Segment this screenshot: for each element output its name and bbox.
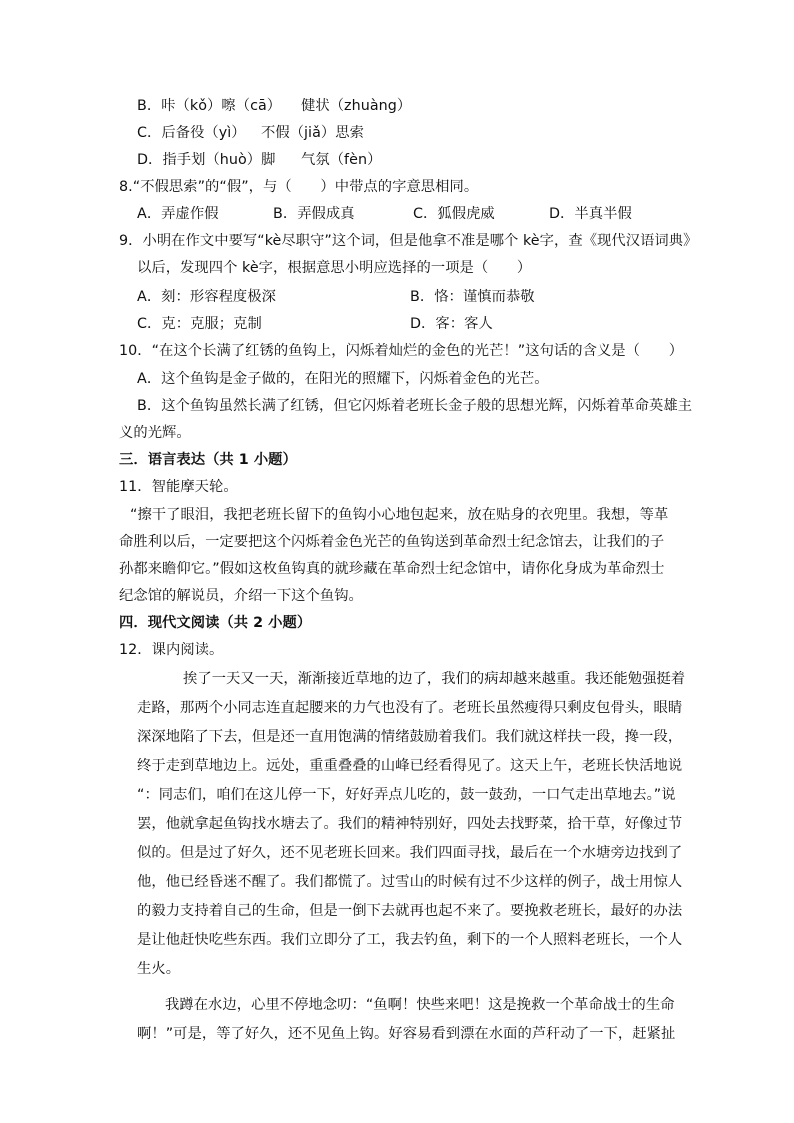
q9-option-c: C．克：克服；克制: [137, 316, 262, 332]
q11-passage-line1: “擦干了眼泪，我把老班长留下的鱼钩小心地包起来，放在贴身的衣兜里。我想，等革: [130, 507, 669, 523]
q8-stem: 8.“不假思索”的“假”，与（ ）中带点的字意思相同。: [119, 179, 479, 195]
q10-option-b-line1: B．这个鱼钩虽然长满了红锈，但它闪烁着老班长金子般的思想光辉，闪烁着革命英雄主: [137, 398, 693, 414]
q9-stem-line2: 以后，发现四个 kè字，根据意思小明应选择的一项是（ ）: [137, 260, 532, 276]
q9-stem-line1: 9．小明在作文中要写“kè尽职守”这个词，但是他拿不准是哪个 kè字，查《现代汉语词典》: [119, 233, 698, 249]
q8-options: [137, 204, 632, 224]
q11-passage-line3: 孙都来瞻仰它。”假如这枚鱼钩真的就珍藏在革命烈士纪念馆中，请你化身成为革命烈士: [119, 561, 665, 577]
q9-option-b: B．恪：谨慎而恭敬: [410, 289, 535, 305]
q11-passage-line2: 命胜利以后，一定要把这个闪烁着金色光芒的鱼钩送到革命烈士纪念馆去，让我们的子: [119, 534, 665, 550]
passage-p2-line2: 啊！”可是，等了好久，还不见鱼上钩。好容易看到漂在水面的芦秆动了一下，赶紧扯: [137, 1026, 676, 1042]
q9-options-row1: [137, 287, 535, 307]
q11-title: 11．智能摩天轮。: [119, 479, 238, 495]
q7-option-d-part1: D．指手划（huò）脚: [137, 152, 276, 168]
section3-heading: 三．语言表达（共 1 小题）: [119, 452, 297, 468]
passage-p1-line6: 罢，他就拿起鱼钩找水塘去了。我们的精神特别好，四处去找野菜，拾干草，好像过节: [137, 816, 683, 832]
passage-p1-line3: 深深地陷了下去，但是还一直用饱满的情绪鼓励着我们。我们就这样扶一段，搀一段，: [137, 729, 683, 745]
q7-option-b: [137, 96, 411, 116]
passage-p1-line9: 的毅力支持着自己的生命，但是一倒下去就再也起不来了。要挽救老班长，最好的办法: [137, 903, 683, 919]
section4-heading: 四．现代文阅读（共 2 小题）: [119, 615, 312, 631]
q10-option-a: A．这个鱼钩是金子做的，在阳光的照耀下，闪烁着金色的光芒。: [137, 371, 549, 387]
passage-p1-line2: 走路，那两个小同志连直起腰来的力气也没有了。老班长虽然瘦得只剩皮包骨头，眼睛: [137, 700, 683, 716]
q8-option-c: C．狐假虎威: [413, 206, 495, 222]
q7-option-d: [137, 150, 381, 170]
passage-p1-line4: 终于走到草地边上。远处，重重叠叠的山峰已经看得见了。这天上午，老班长快活地说: [137, 758, 683, 774]
q10-option-b-line2: 义的光辉。: [119, 425, 191, 441]
q7-option-c-part2: 不假（jiǎ）思索: [261, 125, 364, 141]
q7-option-d-part2: 气氛（fèn）: [301, 152, 382, 168]
q9-option-a: A．刻：形容程度极深: [137, 289, 276, 305]
q7-option-b-part2: 健状（zhuàng）: [301, 98, 412, 114]
passage-p1-line5: “：同志们，咱们在这儿停一下，好好弄点儿吃的，鼓一鼓劲，一口气走出草地去。”说: [137, 787, 676, 803]
passage-p2-line1: 我蹲在水边，心里不停地念叨：“鱼啊！快些来吧！这是挽救一个革命战士的生命: [165, 997, 675, 1013]
q8-option-d: D．半真半假: [549, 206, 632, 222]
q8-option-a: A．弄虚作假: [137, 206, 219, 222]
passage-p1-line7: 似的。但是过了好久，还不见老班长回来。我们四面寻找，最后在一个水塘旁边找到了: [137, 845, 683, 861]
q7-option-c-part1: C．后备役（yì）: [137, 125, 246, 141]
q9-option-d: D．客：客人: [410, 316, 493, 332]
passage-p1-line11: 生火。: [137, 961, 181, 977]
passage-p1-line1: 挨了一天又一天，渐渐接近草地的边了，我们的病却越来越重。我还能勉强挺着: [183, 671, 686, 687]
q7-option-c: [137, 123, 364, 143]
passage-p1-line10: 是让他赶快吃些东西。我们立即分了工，我去钓鱼，剩下的一个人照料老班长，一个人: [137, 932, 683, 948]
q10-stem: 10．“在这个长满了红锈的鱼钩上，闪烁着灿烂的金色的光芒！”这句话的含义是（ ）: [119, 343, 684, 359]
q12-title: 12．课内阅读。: [119, 642, 224, 658]
passage-p1-line8: 他，他已经昏迷不醒了。我们都慌了。过雪山的时候有过不少这样的例子，战士用惊人: [137, 874, 683, 890]
q7-option-b-part1: B．咔（kǒ）嚓（cā）: [137, 98, 282, 114]
q9-options-row2: [137, 314, 493, 334]
q11-passage-line4: 纪念馆的解说员，介绍一下这个鱼钩。: [119, 588, 363, 604]
q8-option-b: B．弄假成真: [273, 206, 355, 222]
